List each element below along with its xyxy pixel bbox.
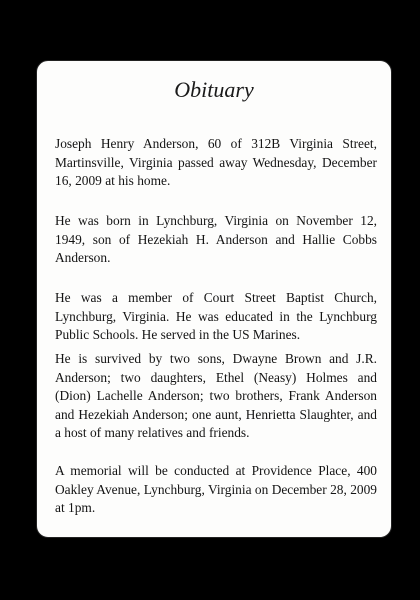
obituary-paragraph-5: A memorial will be conducted at Providence Place, 400 Oakley Avenue, Lynchburg, Virginia on December 28, 2009 at 1pm. [55,463,377,515]
obituary-paragraph-4: He is survived by two sons, Dwayne Brown and J.R. Anderson; two daughters, Ethel (Neasy) Holmes and (Dion) Lachelle Anderson; two brothers, Frank Anderson and Hezekiah Anderson; one aunt, Henrietta Slaughter, and a host of many relatives and friends. [55,351,377,440]
obituary-title: Obituary [174,77,254,102]
obituary-paragraph-3: He was a member of Court Street Baptist Church, Lynchburg, Virginia. He was educated in the Lynchburg Public Schools. He served in the US Marines. [55,290,377,342]
obituary-card [36,60,392,538]
obituary-paragraph-2: He was born in Lynchburg, Virginia on November 12, 1949, son of Hezekiah H. Anderson and Hallie Cobbs Anderson. [55,213,377,265]
obituary-paragraph-1: Joseph Henry Anderson, 60 of 312B Virginia Street, Martinsville, Virginia passed away Wednesday, December 16, 2009 at his home. [55,136,377,188]
